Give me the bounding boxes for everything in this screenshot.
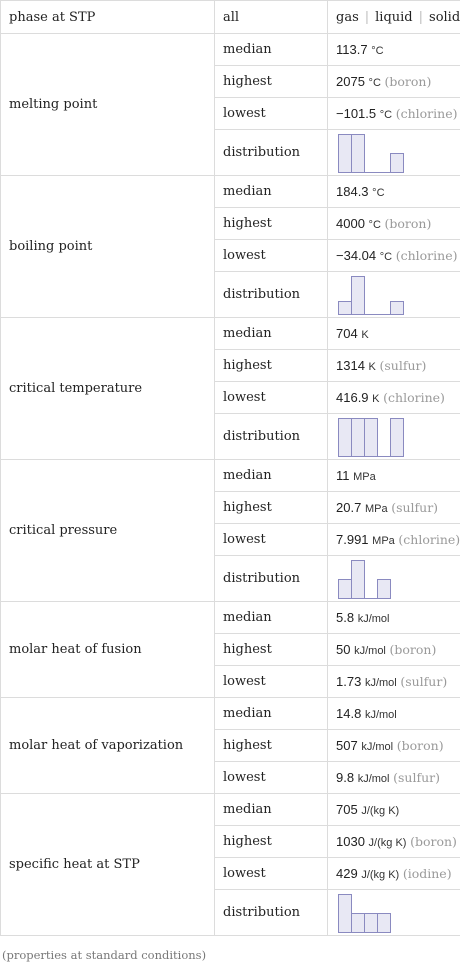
distribution-histogram <box>336 415 416 459</box>
stat-value: 5.8 <box>336 610 355 625</box>
stat-label: lowest <box>215 240 328 272</box>
header-phases <box>328 1 460 34</box>
stat-value: 14.8 <box>336 706 362 721</box>
stat-value-cell <box>328 318 460 350</box>
stat-unit: K <box>368 361 376 373</box>
stat-value-cell <box>328 350 460 382</box>
stat-value-cell <box>328 34 460 66</box>
distribution-histogram <box>336 273 416 317</box>
property-name: molar heat of vaporization <box>1 698 215 794</box>
property-name: melting point <box>1 34 215 176</box>
distribution-histogram <box>336 557 416 601</box>
stat-element-note: (chlorine) <box>383 390 445 405</box>
stat-element-note: (boron) <box>384 216 432 231</box>
stat-label: highest <box>215 66 328 98</box>
stat-unit: J/(kg K) <box>361 805 400 817</box>
stat-label: highest <box>215 492 328 524</box>
stat-label: lowest <box>215 762 328 794</box>
property-name: specific heat at STP <box>1 794 215 936</box>
stat-element-note: (boron) <box>410 834 457 849</box>
stat-element-note: (chlorine) <box>398 532 460 547</box>
stat-label: lowest <box>215 524 328 556</box>
stat-unit: K <box>361 329 369 341</box>
stat-unit: kJ/mol <box>354 645 386 657</box>
stat-element-note: (sulfur) <box>391 500 439 515</box>
footnote: (properties at standard conditions) <box>2 948 207 962</box>
histogram-bar <box>352 134 365 172</box>
stat-label: median <box>215 602 328 634</box>
stat-value: −101.5 <box>336 106 377 121</box>
stat-value: −34.04 <box>336 248 377 263</box>
histogram-bar <box>339 301 352 314</box>
stat-label: median <box>215 34 328 66</box>
stat-unit: °C <box>371 45 384 57</box>
histogram-bar <box>339 134 352 172</box>
histogram-bar <box>352 913 365 932</box>
stat-value-cell <box>328 634 460 666</box>
stat-label: lowest <box>215 858 328 890</box>
stat-label: highest <box>215 208 328 240</box>
stat-label: median <box>215 794 328 826</box>
phase-gas: gas <box>336 9 359 25</box>
stat-value: 1314 <box>336 358 365 373</box>
stat-unit: kJ/mol <box>361 741 394 753</box>
property-row <box>1 34 460 66</box>
stat-label: lowest <box>215 98 328 130</box>
stat-value-cell <box>328 240 460 272</box>
phase-separator: | <box>364 9 370 25</box>
stat-value: 11 <box>336 468 350 483</box>
stat-element-note: (boron) <box>384 74 432 89</box>
stat-value-cell <box>328 98 460 130</box>
stat-value-cell <box>328 382 460 414</box>
stat-unit: MPa <box>372 535 395 547</box>
stat-unit: kJ/mol <box>364 677 397 689</box>
property-name: molar heat of fusion <box>1 602 215 698</box>
stat-unit: °C <box>372 187 385 199</box>
stat-unit: MPa <box>353 471 376 483</box>
histogram-bar <box>365 418 378 456</box>
header-all: all <box>215 1 328 34</box>
distribution-cell <box>328 272 460 318</box>
distribution-label: distribution <box>215 130 328 176</box>
histogram-bar <box>352 276 365 314</box>
stat-value: 429 <box>336 866 358 881</box>
histogram-bar <box>378 579 391 598</box>
stat-value: 507 <box>336 738 358 753</box>
stat-value-cell <box>328 730 460 762</box>
property-row <box>1 176 460 208</box>
stat-label: median <box>215 318 328 350</box>
stat-value: 1.73 <box>336 674 362 689</box>
stat-element-note: (sulfur) <box>393 770 440 785</box>
stat-value: 20.7 <box>336 500 362 515</box>
distribution-histogram <box>336 891 416 935</box>
property-name: boiling point <box>1 176 215 318</box>
stat-value: 7.991 <box>336 532 369 547</box>
stat-value: 416.9 <box>336 390 369 405</box>
property-name: critical temperature <box>1 318 215 460</box>
stat-value: 2075 <box>336 74 365 89</box>
distribution-cell <box>328 414 460 460</box>
stat-element-note: (boron) <box>396 738 444 753</box>
property-row <box>1 602 460 634</box>
distribution-label: distribution <box>215 890 328 936</box>
stat-value-cell <box>328 208 460 240</box>
stat-unit: K <box>372 393 380 405</box>
stat-value-cell <box>328 524 460 556</box>
histogram-bar <box>352 560 365 598</box>
header-phase-label: phase at STP <box>1 1 215 34</box>
stat-value: 113.7 <box>336 42 368 57</box>
stat-label: highest <box>215 634 328 666</box>
stat-label: median <box>215 460 328 492</box>
stat-element-note: (sulfur) <box>400 674 448 689</box>
stat-element-note: (iodine) <box>402 866 452 881</box>
stat-unit: MPa <box>364 503 388 515</box>
distribution-cell <box>328 130 460 176</box>
histogram-bar <box>391 153 404 172</box>
phase-liquid: liquid <box>375 9 413 25</box>
stat-element-note: (sulfur) <box>379 358 427 373</box>
stat-unit: kJ/mol <box>364 709 397 721</box>
property-name: critical pressure <box>1 460 215 602</box>
stat-label: lowest <box>215 382 328 414</box>
histogram-bar <box>391 418 404 456</box>
stat-value-cell <box>328 762 460 794</box>
stat-label: median <box>215 698 328 730</box>
stat-value: 704 <box>336 326 358 341</box>
stat-unit: kJ/mol <box>357 613 390 625</box>
property-row <box>1 794 460 826</box>
histogram-bar <box>378 913 391 932</box>
distribution-label: distribution <box>215 272 328 318</box>
stat-label: highest <box>215 730 328 762</box>
distribution-cell <box>328 556 460 602</box>
stat-value-cell <box>328 602 460 634</box>
histogram-bar <box>365 913 378 932</box>
stat-value: 705 <box>336 802 358 817</box>
stat-value: 1030 <box>336 834 365 849</box>
distribution-cell <box>328 890 460 936</box>
histogram-bar <box>339 579 352 598</box>
distribution-label: distribution <box>215 556 328 602</box>
histogram-bar <box>339 894 352 932</box>
stat-label: lowest <box>215 666 328 698</box>
stat-value-cell <box>328 460 460 492</box>
stat-value-cell <box>328 794 460 826</box>
stat-value: 50 <box>336 642 351 657</box>
histogram-bar <box>339 418 352 456</box>
stat-value: 184.3 <box>336 184 369 199</box>
stat-unit: °C <box>379 109 393 121</box>
histogram-bar <box>352 418 365 456</box>
stat-unit: °C <box>379 251 393 263</box>
histogram-bar <box>391 301 404 314</box>
phase-solid: solid <box>429 9 460 25</box>
stat-unit: J/(kg K) <box>361 869 400 881</box>
header-row <box>1 1 460 34</box>
property-row <box>1 318 460 350</box>
stat-label: highest <box>215 350 328 382</box>
stat-value-cell <box>328 698 460 730</box>
stat-value-cell <box>328 826 460 858</box>
stat-value-cell <box>328 858 460 890</box>
stat-value-cell <box>328 492 460 524</box>
stat-element-note: (chlorine) <box>395 106 458 121</box>
distribution-histogram <box>336 131 416 175</box>
stat-value: 4000 <box>336 216 365 231</box>
property-row <box>1 460 460 492</box>
stat-label: median <box>215 176 328 208</box>
stat-unit: J/(kg K) <box>368 837 407 849</box>
stat-value: 9.8 <box>336 770 355 785</box>
property-row <box>1 698 460 730</box>
phase-separator: | <box>418 9 424 25</box>
distribution-label: distribution <box>215 414 328 460</box>
stat-element-note: (boron) <box>389 642 437 657</box>
stat-value-cell <box>328 666 460 698</box>
stat-unit: kJ/mol <box>357 773 390 785</box>
stat-unit: °C <box>368 219 381 231</box>
stat-unit: °C <box>368 77 381 89</box>
stat-label: highest <box>215 826 328 858</box>
stat-value-cell <box>328 66 460 98</box>
stat-element-note: (chlorine) <box>395 248 458 263</box>
stat-value-cell <box>328 176 460 208</box>
